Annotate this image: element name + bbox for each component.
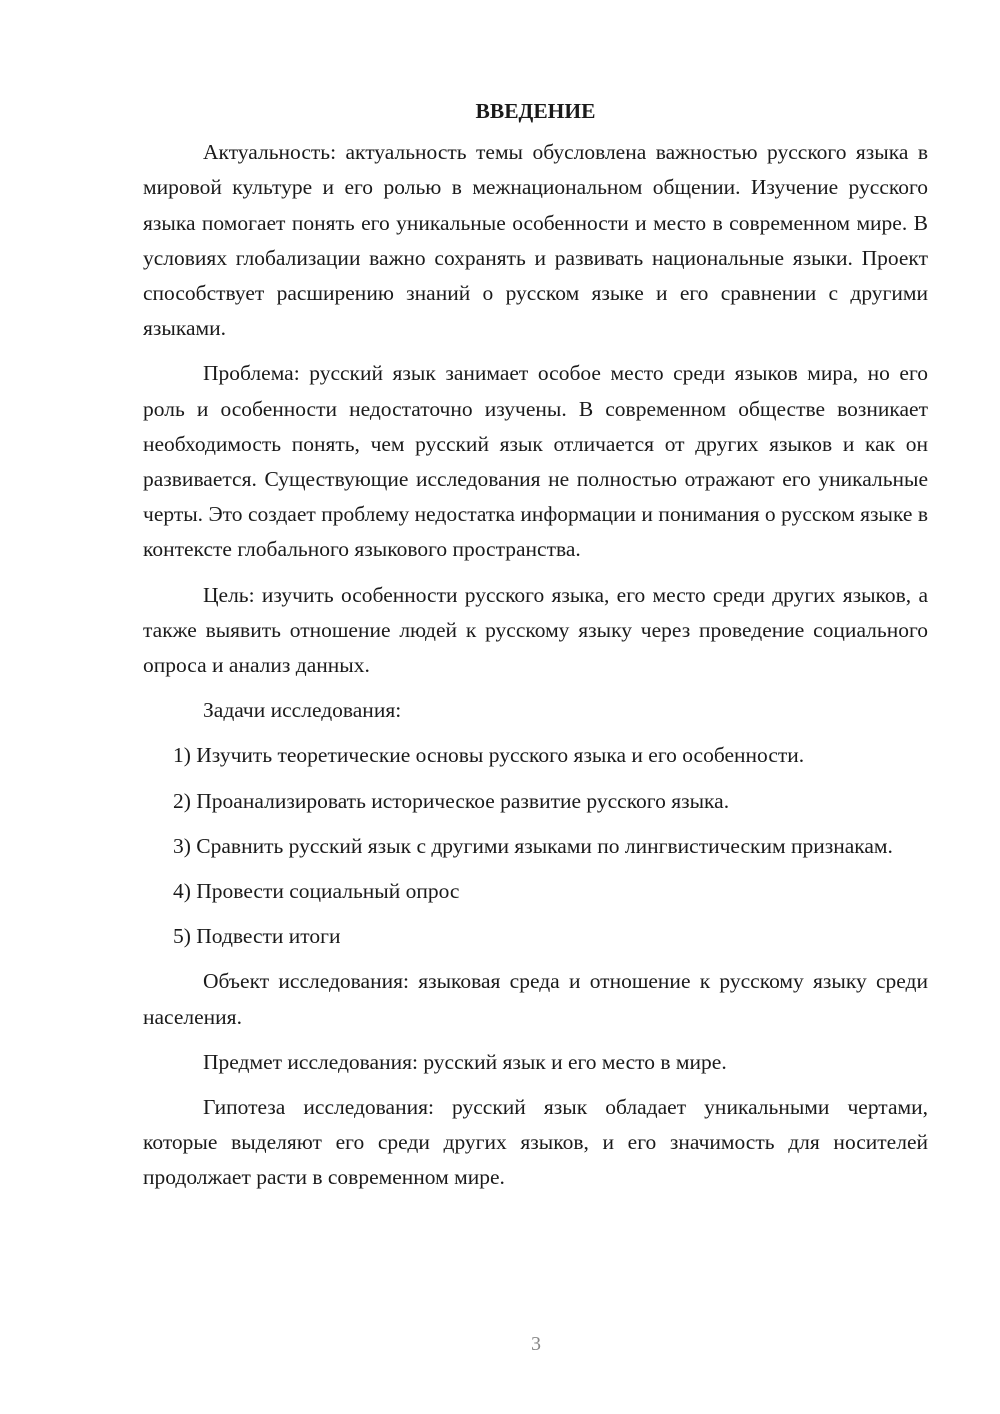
page-number: 3: [531, 1333, 541, 1355]
task-item: 4) Провести социальный опрос: [173, 879, 460, 904]
task-item: 1) Изучить теоретические основы русского языка и его особенности.: [173, 743, 805, 768]
paragraph-subject: Предмет исследования: русский язык и его место в мире.: [203, 1049, 727, 1074]
paragraph-goal: Цель: изучить особенности русского языка, его место среди других языков, а также выявить отношение людей к русскому языку через проведение социального опроса и анализ данных.: [143, 582, 928, 678]
paragraph-relevance: Актуальность: актуальность темы обусловлена важностью русского языка в мировой культуре и его ролью в межнациональном общении. Изучение русского языка помогает понять его уникальные особенности и место в современном мире. В условиях глобализации важно сохранять и развивать национальные языки. Проект способствует расширению знаний о русском языке и его сравнении с другими языками.: [143, 140, 928, 341]
task-item: 5) Подвести итоги: [173, 924, 341, 949]
paragraph-tasks-intro: Задачи исследования:: [203, 698, 402, 723]
page-content: [143, 94, 928, 1206]
paragraph-hypothesis: Гипотеза исследования: русский язык обладает уникальными чертами, которые выделяют его среди других языков, и его значимость для носителей продолжает расти в современном мире.: [143, 1095, 928, 1190]
paragraph-object: Объект исследования: языковая среда и отношение к русскому языку среди населения.: [143, 969, 928, 1029]
paragraph-problem: Проблема: русский язык занимает особое место среди языков мира, но его роль и особенности недостаточно изучены. В современном обществе возникает необходимость понять, чем русский язык отличается от других языков и как он развивается. Существующие исследования не полностью отражают его уникальные черты. Это создает проблему недостатка информации и понимания о русском языке в контексте глобального языкового пространства.: [143, 361, 928, 562]
task-item: 3) Сравнить русский язык с другими языками по лингвистическим признакам.: [173, 833, 893, 858]
task-item: 2) Проанализировать историческое развитие русского языка.: [173, 788, 730, 813]
section-heading: ВВЕДЕНИЕ: [475, 99, 596, 123]
